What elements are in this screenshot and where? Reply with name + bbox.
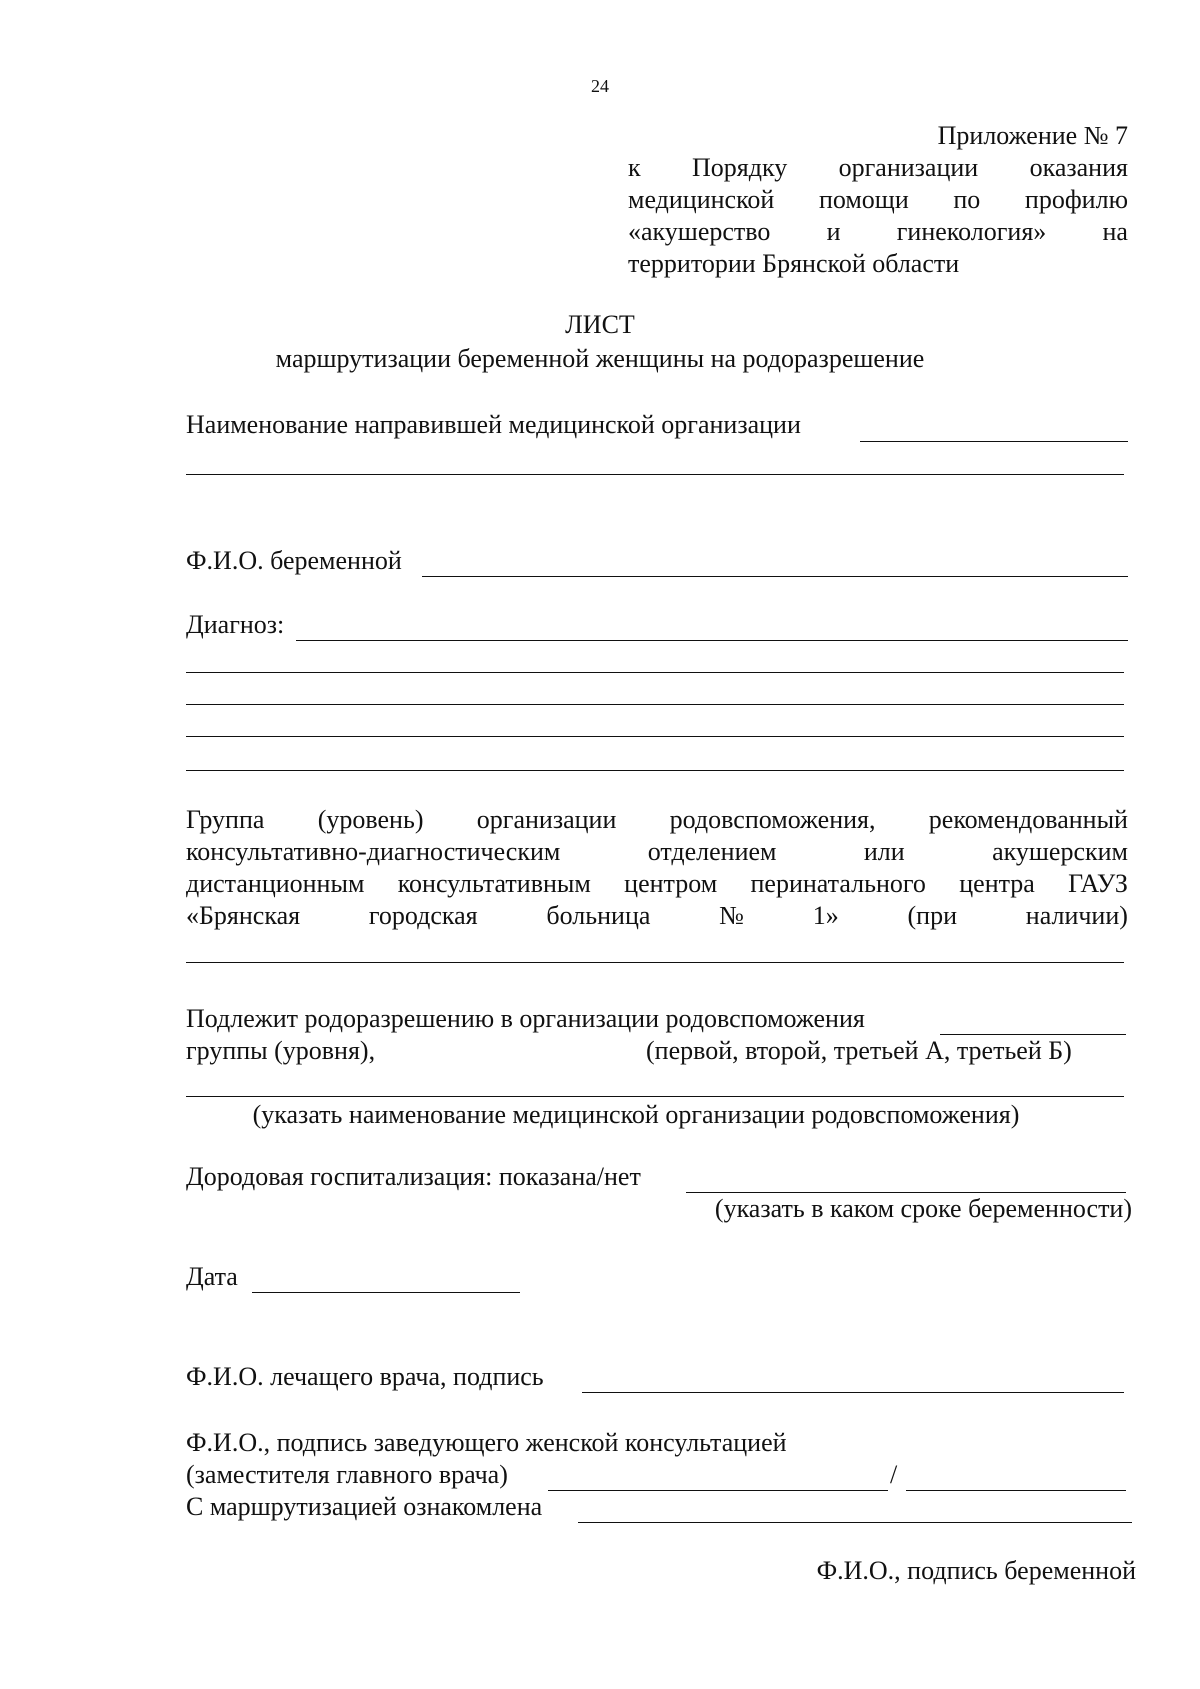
appendix-line-1 [628,152,1128,184]
appendix-line-4: территории Брянской области [628,249,960,278]
group-level-label: группы (уровня), [186,1036,376,1065]
word: городская [368,901,478,930]
word: консультативно-диагностическим [186,837,561,866]
group-paragraph-line-2 [186,836,1128,868]
delivery-org-hint: (указать наименование медицинской организации родовспоможения) [252,1100,1020,1129]
acquainted-field[interactable] [578,1522,1132,1523]
group-paragraph-line-1 [186,804,1128,836]
word: на [1102,217,1128,246]
word: (при [907,901,958,930]
prenatal-hosp-hint: (указать в каком сроке беременности) [714,1194,1132,1223]
diagnosis-field-line-5[interactable] [186,770,1124,771]
word: центра [959,869,1035,898]
patient-name-label: Ф.И.О. беременной [186,546,402,575]
word: ГАУЗ [1068,869,1128,898]
word: Группа [186,805,265,834]
word: перинатального [750,869,926,898]
word: рекомендованный [928,805,1128,834]
referring-org-label: Наименование направившей медицинской организации [186,410,801,439]
head-label-line-1: Ф.И.О., подпись заведующего женской консультацией [186,1428,787,1457]
word: по [953,185,981,214]
doctor-signature-field[interactable] [582,1392,1124,1393]
word: организации [476,805,617,834]
word: гинекология» [896,217,1047,246]
group-field[interactable] [186,962,1124,963]
word: 1» [812,901,839,930]
word: дистанционным [186,869,365,898]
word: № [719,901,744,930]
word: акушерским [992,837,1128,866]
head-signature-field[interactable] [906,1490,1126,1491]
word: Порядку [692,153,788,182]
word: центром [624,869,718,898]
word: больница [546,901,651,930]
diagnosis-field-line-3[interactable] [186,704,1124,705]
word: родовспоможения, [669,805,876,834]
group-paragraph-line-4 [186,900,1128,932]
document-title: ЛИСТ [565,310,635,339]
word: и [826,217,841,246]
word: консультативным [397,869,591,898]
word: наличии) [1025,901,1128,930]
referring-org-field[interactable] [860,441,1128,442]
appendix-number: Приложение № 7 [937,121,1128,150]
word: медицинской [628,185,775,214]
word: (уровень) [317,805,424,834]
word: или [863,837,905,866]
patient-name-field[interactable] [422,576,1128,577]
diagnosis-field-line-4[interactable] [186,736,1124,737]
head-separator: / [890,1460,898,1489]
word: профилю [1024,185,1128,214]
appendix-line-3 [628,216,1128,248]
diagnosis-label: Диагноз: [186,610,285,639]
appendix-line-2 [628,184,1128,216]
date-label: Дата [186,1262,238,1291]
page-number: 24 [591,76,609,96]
head-label-line-2: (заместителя главного врача) [186,1460,508,1489]
group-level-options: (первой, второй, третьей А, третьей Б) [646,1036,1072,1065]
group-paragraph [186,804,1128,932]
prenatal-hosp-label: Дородовая госпитализация: показана/нет [186,1162,641,1191]
appendix-block [628,120,1128,280]
word: «Брянская [186,901,301,930]
word: организации [838,153,979,182]
word: отделением [647,837,777,866]
acquainted-label: С маршрутизацией ознакомлена [186,1492,543,1521]
head-name-field[interactable] [548,1490,888,1491]
word: к [628,153,641,182]
group-paragraph-line-3 [186,868,1128,900]
doctor-label: Ф.И.О. лечащего врача, подпись [186,1362,544,1391]
referring-org-field-line-2[interactable] [186,474,1124,475]
word: оказания [1029,153,1128,182]
date-field[interactable] [252,1292,520,1293]
word: «акушерство [628,217,771,246]
delivery-group-field[interactable] [940,1034,1126,1035]
prenatal-hosp-field[interactable] [686,1192,1126,1193]
diagnosis-field[interactable] [296,640,1128,641]
diagnosis-field-line-2[interactable] [186,672,1124,673]
delivery-org-field[interactable] [186,1096,1124,1097]
document-subtitle: маршрутизации беременной женщины на родоразрешение [275,344,925,373]
word: помощи [818,185,909,214]
patient-signature-label: Ф.И.О., подпись беременной [816,1556,1136,1585]
delivery-label: Подлежит родоразрешению в организации родовспоможения [186,1004,865,1033]
